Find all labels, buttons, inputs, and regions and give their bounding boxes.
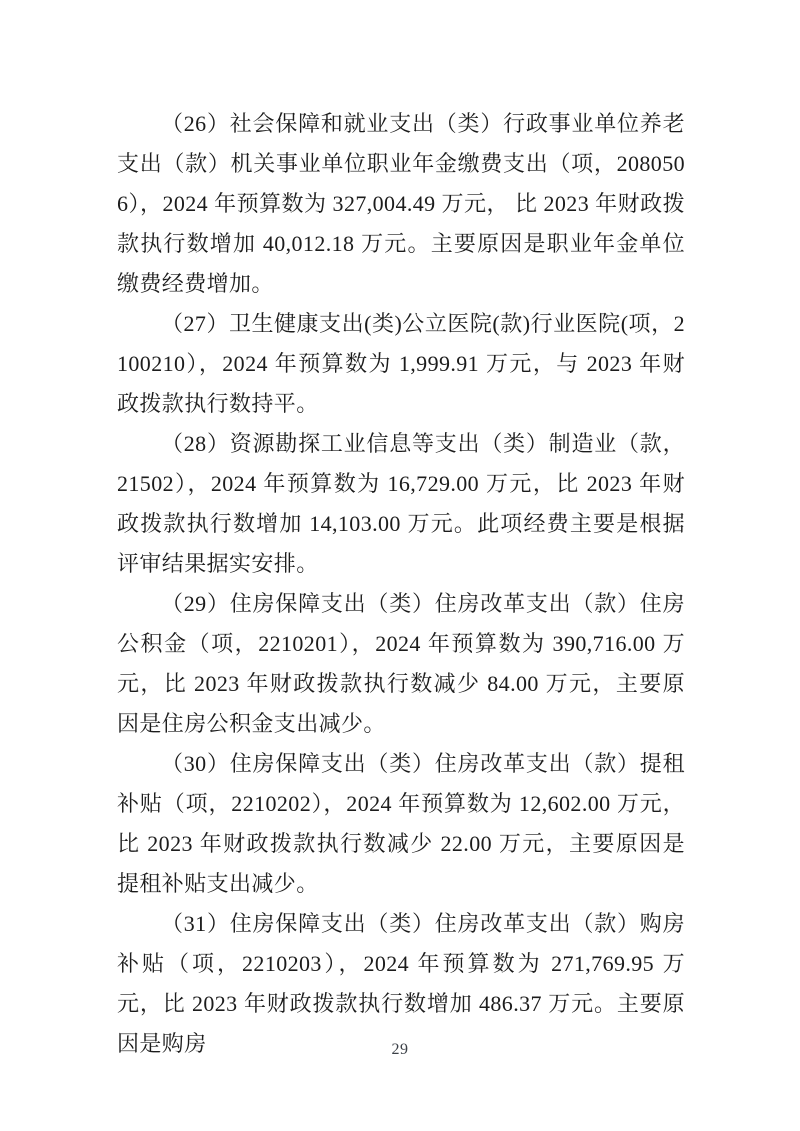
paragraph-item-28: （28）资源勘探工业信息等支出（类）制造业（款，21502），2024 年预算数为 16,729.00 万元，比 2023 年财政拨款执行数增加 14,103.00 万元。此项经费主要是根据评审结果据实安排。 (117, 431, 685, 576)
paragraph-item-31: （31）住房保障支出（类）住房改革支出（款）购房补贴（项，2210203），2024 年预算数为 271,769.95 万元，比 2023 年财政拨款执行数增加 486.37 万元。主要原因是购房 (117, 911, 685, 1056)
paragraph-item-29: （29）住房保障支出（类）住房改革支出（款）住房公积金（项，2210201），2024 年预算数为 390,716.00 万元，比 2023 年财政拨款执行数减少 84.00 万元，主要原因是住房公积金支出减少。 (117, 591, 685, 736)
page-number: 29 (391, 1041, 409, 1058)
paragraph-item-26: （26）社会保障和就业支出（类）行政事业单位养老支出（款）机关事业单位职业年金缴费支出（项，2080506），2024 年预算数为 327,004.49 万元， 比 2023 年财政拨款执行数增加 40,012.18 万元。主要原因是职业年金单位缴费经费增加。 (117, 111, 685, 296)
paragraph-item-27: （27）卫生健康支出(类)公立医院(款)行业医院(项，2100210），2024 年预算数为 1,999.91 万元，与 2023 年财政拨款执行数持平。 (117, 311, 685, 416)
body-text-block (117, 104, 685, 1064)
paragraph-item-30: （30）住房保障支出（类）住房改革支出（款）提租补贴（项，2210202），2024 年预算数为 12,602.00 万元，比 2023 年财政拨款执行数减少 22.00 万元，主要原因是提租补贴支出减少。 (117, 751, 685, 896)
